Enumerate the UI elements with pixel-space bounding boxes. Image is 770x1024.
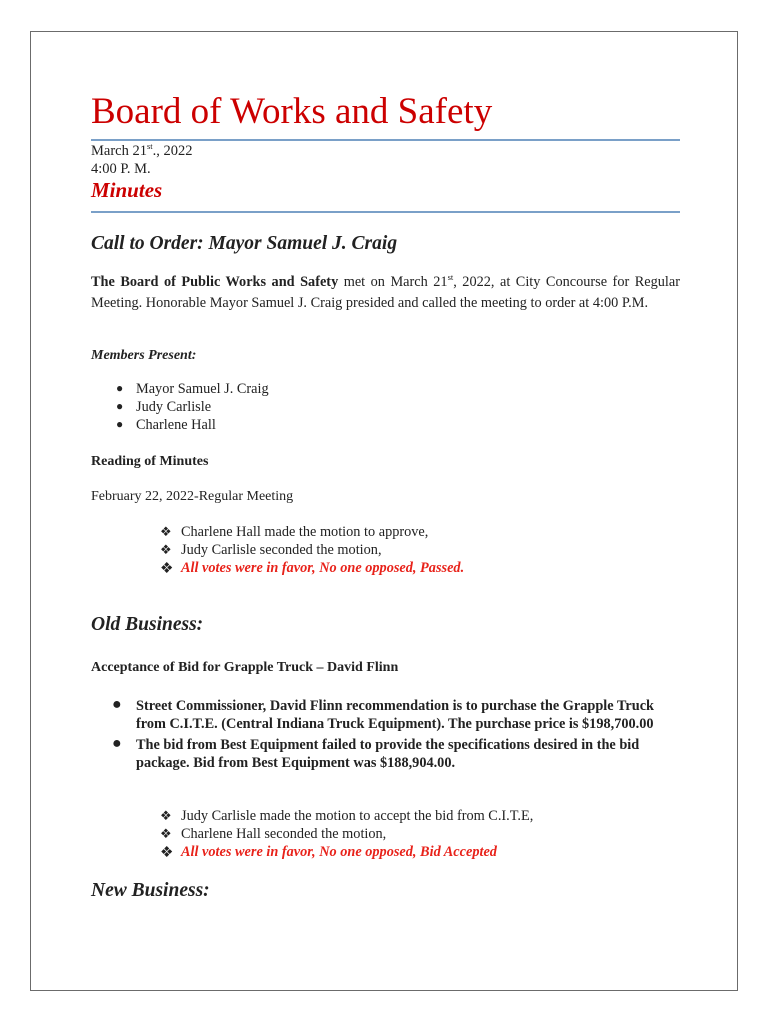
new-business-heading: New Business:	[91, 880, 210, 901]
member-name: Charlene Hall	[136, 417, 216, 433]
list-item	[160, 826, 533, 844]
title-divider	[91, 139, 680, 141]
member-name: Judy Carlisle	[136, 399, 212, 415]
diamond-bullet-icon: ❖	[160, 561, 174, 577]
point-text: The bid from Best Equipment failed to provide the specifications desired in the bid package. Bid from Best Equipment was $188,904.00.	[136, 736, 640, 771]
meeting-date-text: March 21	[91, 143, 147, 159]
motion-text: Judy Carlisle made the motion to accept the bid from C.I.T.E,	[181, 808, 534, 824]
list-item	[116, 399, 269, 417]
vote-result: All votes were in favor, No one opposed, Bid Accepted	[181, 844, 497, 860]
old-business-motions-list	[160, 808, 534, 862]
bullet-icon: ●	[116, 417, 124, 431]
call-to-order-heading: Call to Order: Mayor Samuel J. Craig	[91, 233, 398, 254]
bullet-icon: ●	[112, 696, 122, 713]
meeting-date-sup: st	[146, 141, 153, 152]
members-present-label: Members Present:	[91, 348, 197, 363]
meeting-time: 4:00 P. M.	[91, 161, 151, 177]
member-name: Mayor Samuel J. Craig	[136, 381, 269, 397]
diamond-bullet-icon: ❖	[160, 826, 172, 841]
bullet-icon: ●	[116, 381, 124, 395]
list-item	[112, 734, 676, 773]
meeting-date-suffix: ., 2022	[152, 143, 193, 159]
motion-text: Charlene Hall made the motion to approve,	[181, 524, 429, 540]
motion-text: Charlene Hall seconded the motion,	[181, 826, 387, 842]
document-title: Board of Works and Safety	[91, 91, 493, 132]
minutes-divider	[91, 211, 680, 213]
diamond-bullet-icon: ❖	[160, 524, 172, 539]
list-item	[160, 542, 464, 560]
diamond-bullet-icon: ❖	[160, 845, 174, 861]
meeting-date	[91, 143, 193, 160]
call-to-order-paragraph	[91, 272, 680, 313]
reading-subheading: February 22, 2022-Regular Meeting	[91, 489, 294, 504]
diamond-bullet-icon: ❖	[160, 542, 172, 557]
old-business-points	[112, 696, 676, 772]
paragraph-text-1: met on March 21	[338, 274, 448, 290]
reading-of-minutes-heading: Reading of Minutes	[91, 454, 209, 469]
list-item	[116, 417, 269, 435]
list-item	[160, 808, 534, 826]
paragraph-sup: st	[447, 272, 454, 283]
vote-result: All votes were in favor, No one opposed, Passed.	[181, 560, 465, 576]
bullet-icon: ●	[112, 734, 122, 752]
minutes-heading: Minutes	[91, 178, 163, 202]
list-item	[112, 696, 676, 734]
old-business-heading: Old Business:	[91, 614, 204, 635]
bullet-icon: ●	[116, 399, 124, 413]
diamond-bullet-icon: ❖	[160, 808, 172, 823]
list-item	[116, 381, 269, 399]
board-name: The Board of Public Works and Safety	[91, 274, 339, 290]
paragraph-text-2: , 2022, at City Concourse for Regular Meeting. Honorable Mayor Samuel J. Craig presided and called the meeting to order at 4:00 P.M.	[91, 274, 680, 311]
list-item	[160, 560, 465, 578]
point-text: Street Commissioner, David Flinn recommendation is to purchase the Grapple Truck from C.I.T.E. (Central Indiana Truck Equipment). The purchase price is $198,700.00	[136, 698, 655, 733]
list-item	[160, 844, 533, 862]
list-item	[160, 524, 464, 542]
members-list	[116, 381, 269, 435]
reading-motions-list	[160, 524, 465, 578]
grapple-truck-heading: Acceptance of Bid for Grapple Truck – David Flinn	[91, 660, 399, 675]
motion-text: Judy Carlisle seconded the motion,	[181, 542, 382, 558]
